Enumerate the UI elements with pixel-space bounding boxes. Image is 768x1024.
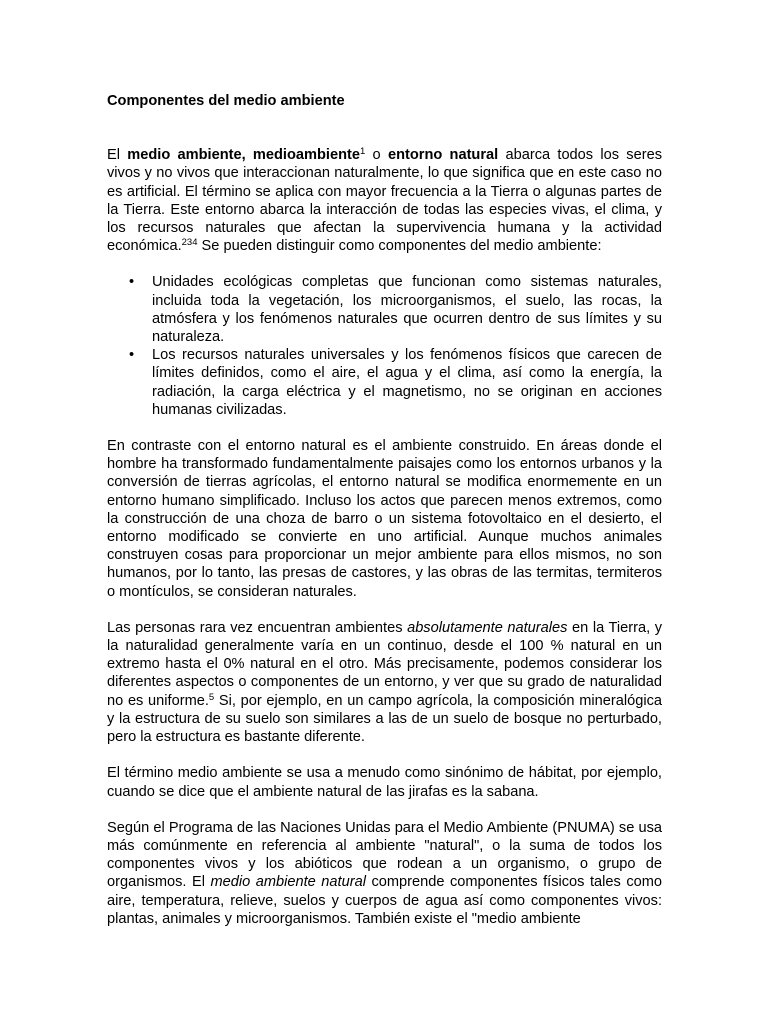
spacer bbox=[107, 746, 662, 764]
text-run: o bbox=[365, 147, 388, 164]
list-item-text: Unidades ecológicas completas que funcionan como sistemas naturales, incluida toda la vegetación, los microorganismos, el suelo, las rocas, la atmósfera y los fenómenos naturales que ocurren dentro de sus límites y su naturaleza. bbox=[152, 274, 662, 346]
footnote-ref-234: 234 bbox=[181, 237, 198, 249]
paragraph-habitat: El término medio ambiente se usa a menudo como sinónimo de hábitat, por ejemplo, cuando se dice que el ambiente natural de las jirafas es la sabana. bbox=[107, 765, 662, 800]
bullet-glyph: • bbox=[129, 274, 135, 291]
list-item bbox=[129, 346, 662, 419]
italic-phrase: absolutamente naturales bbox=[407, 619, 568, 636]
footnote-ref-5: 5 bbox=[208, 691, 215, 703]
italic-phrase: medio ambiente natural bbox=[210, 874, 366, 891]
spacer bbox=[107, 601, 662, 619]
bold-term-medio-ambiente: medio ambiente, medioambiente bbox=[127, 147, 360, 164]
text-run: El bbox=[107, 147, 128, 164]
spacer bbox=[107, 801, 662, 819]
document-title: Componentes del medio ambiente bbox=[107, 93, 345, 109]
paragraph-intro bbox=[107, 146, 662, 255]
paragraph-built-environment: En contraste con el entorno natural es el ambiente construido. En áreas donde el hombre ha transformado fundamentalmente paisajes como los entornos urbanos y la conversión de tierras agrícolas, el entorno natural se modifica enormemente en un entorno humano simplificado. Incluso los actos que parecen menos extremos, como la construcción de una choza de barro o un sistema fotovoltaico en el desierto, el entorno modificado se convierte en uno artificial. Aunque muchos animales construyen cosas para proporcionar un mejor ambiente para ellos mismos, no son humanos, por lo tanto, las presas de castores, y las obras de las termitas, termiteros o montículos, se consideran naturales. bbox=[107, 438, 662, 600]
text-run: comprende componentes físicos tales como aire, temperatura, relieve, suelos y cuerpos de agua así como componentes vivos: plantas, animales y microorganismos. También existe el "medio ambiente bbox=[107, 874, 663, 927]
text-run: Si, por ejemplo, en un campo agrícola, la composición mineralógica y la estructura de su suelo son similares a las de un suelo de bosque no perturbado, pero la estructura es bastante diferente. bbox=[107, 692, 662, 746]
paragraph-naturalness bbox=[107, 619, 662, 746]
text-run: Según el Programa de las Naciones Unidas para el Medio Ambiente (PNUMA) se usa más comúnmente en referencia al ambiente "natural", o la suma de todos los componentes vivos y los abióticos que rodean a un organismo, o grupo de organismos. El bbox=[107, 819, 662, 891]
components-list bbox=[107, 273, 662, 419]
spacer bbox=[107, 419, 662, 437]
text-run: abarca todos los seres vivos y no vivos que interaccionan naturalmente, lo que significa que en este caso no es artificial. El término se aplica con mayor frecuencia a la Tierra o algunas partes de la Tierra. Este entorno abarca la interacción de todas las especies vivas, el clima, y los recursos naturales que afectan la supervivencia humana y la actividad económica. bbox=[107, 147, 662, 255]
bold-term-entorno-natural: entorno natural bbox=[387, 147, 499, 164]
text-run: Las personas rara vez encuentran ambientes bbox=[107, 619, 408, 636]
footnote-ref-1: 1 bbox=[359, 146, 366, 158]
text-run: en la Tierra, y la naturalidad generalmente varía en un continuo, desde el 100 % natural en un extremo hasta el 0% natural en el otro. Más precisamente, podemos considerar los diferentes aspectos o componentes de un entorno, y ver que su grado de naturalidad no es uniforme. bbox=[107, 619, 663, 709]
text-run: Se pueden distinguir como componentes del medio ambiente: bbox=[197, 238, 602, 255]
document-page bbox=[107, 92, 662, 928]
bullet-glyph: • bbox=[129, 347, 135, 364]
list-item-text: Los recursos naturales universales y los fenómenos físicos que carecen de límites definidos, como el aire, el agua y el clima, así como la energía, la radiación, la carga eléctrica y el magnetismo, no se originan en acciones humanas civilizadas. bbox=[152, 347, 662, 418]
paragraph-pnuma bbox=[107, 819, 662, 928]
spacer bbox=[107, 110, 662, 146]
list-item bbox=[129, 273, 662, 346]
